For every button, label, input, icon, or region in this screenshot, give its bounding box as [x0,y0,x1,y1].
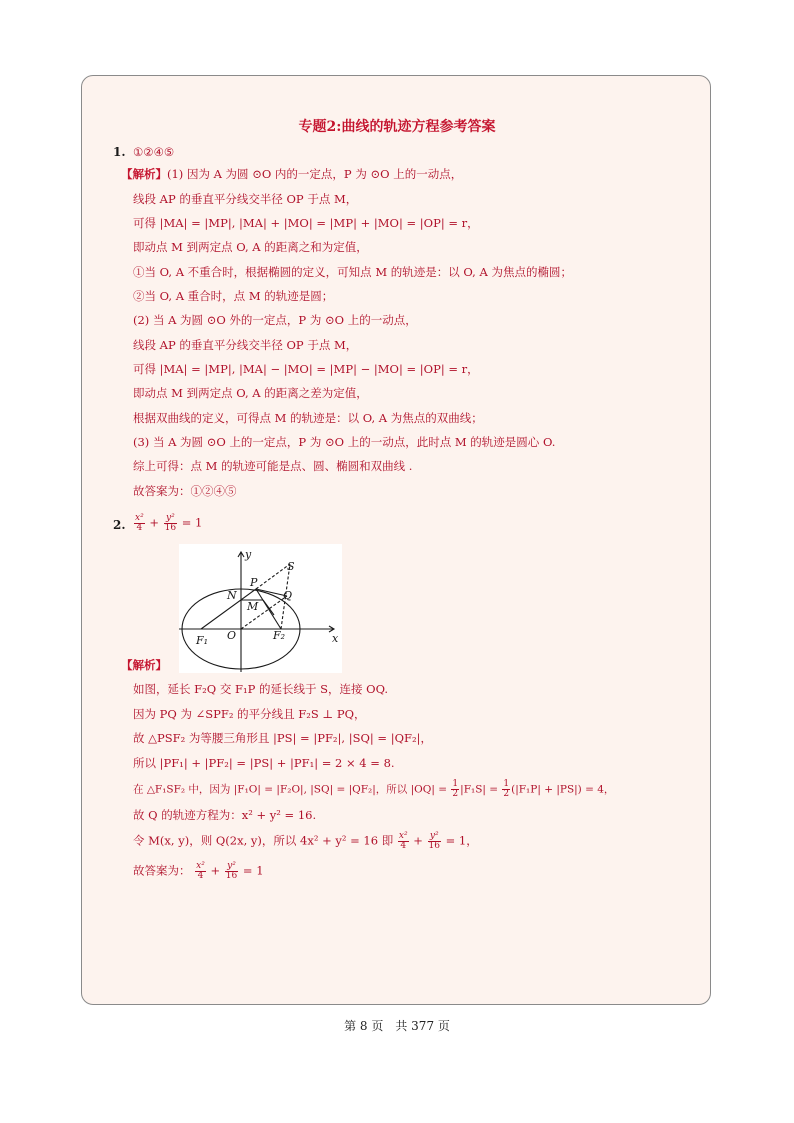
q2-half-frac-2: $\frac{1}{2}$ [503,779,510,799]
q2-line-4: 在 △F₁SF₂ 中，因为 |F₁O| = |F₂O|, |SQ| = |QF₂|，所以 |OQ| = $\frac{1}{2}$ |F₁S| = $\frac{1}{2}$ (|F₁P| + |PS|) = 4， [133,779,615,799]
q1-line-3: 即动点 M 到两定点 O, A 的距离之和为定值， [133,240,368,254]
q1-line-9: 即动点 M 到两定点 O, A 的距离之差为定值， [133,386,368,400]
label-F2: F₂ [273,629,286,642]
q2-line-8: 令 M(x, y)，则 Q(2x, y)，所以 4x² + y² = 16 即 $\frac{\text{x²}}{4}$ + $\frac{\text{y²}}{16}$ = 1， [133,831,478,851]
page-title: 专题2:曲线的轨迹方程参考答案 [298,119,496,135]
label-Q: Q [283,589,293,602]
q1-line-0: 【解析】(1) 因为 A 为圆 ⊙O 内的一定点，P 为 ⊙O 上的一动点， [121,167,463,181]
q2-eq-frac2: $\frac{\text{y²}}{16}$ [428,831,440,851]
q2-answer-frac2: $\frac{\text{y²}}{16}$ [164,513,177,533]
q1-answer: ①②④⑤ [133,145,175,159]
q1-line-10: 根据双曲线的定义，可得点 M 的轨迹是：以 O, A 为焦点的双曲线； [133,411,483,425]
label-y: y [245,548,252,561]
q1-analysis-tag: 【解析】 [121,167,167,181]
q2-line-9: 故答案为： $\frac{\text{x²}}{4}$ + $\frac{\text{y²}}{16}$ = 1 [133,861,264,881]
q2-number: 2. [113,518,126,532]
q2-answer-frac1: $\frac{\text{x²}}{4}$ [135,513,144,533]
q2-eq-frac1: $\frac{\text{x²}}{4}$ [398,831,408,851]
q1-line-1: 线段 AP 的垂直平分线交半径 OP 于点 M， [133,192,358,206]
q2-final-frac1: $\frac{\text{x²}}{4}$ [196,861,205,881]
q1-line-5: ②当 O, A 重合时，点 M 的轨迹是圆； [133,289,334,303]
segment-M-F2 [263,600,274,615]
q1-line-4: ①当 O, A 不重合时，根据椭圆的定义，可知点 M 的轨迹是：以 O, A 为焦点的椭圆； [133,265,572,279]
q2-analysis-tag: 【解析】 [121,658,167,672]
q2-answer: $\frac{\text{x²}}{4}$ + $\frac{\text{y²}}{16}$ = 1 [135,513,203,533]
q2-final-frac2: $\frac{\text{y²}}{16}$ [225,861,238,881]
q1-line-2: 可得 |MA| = |MP|, |MA| + |MO| = |MP| + |MO| = |OP| = r， [133,216,479,230]
q1-line-6: (2) 当 A 为圆 ⊙O 外的一定点，P 为 ⊙O 上的一动点， [133,313,417,327]
q1-line-13: 故答案为：①②④⑤ [133,484,237,498]
q2-line-3: 所以 |PF₁| + |PF₂| = |PS| + |PF₁| = 2 × 4 = 8. [133,756,395,770]
label-S: S [287,560,295,573]
q1-line-12: 综上可得：点 M 的轨迹可能是点、圆、椭圆和双曲线 . [133,459,413,473]
segment-PS [256,564,290,589]
q1-line-11: (3) 当 A 为圆 ⊙O 上的一定点，P 为 ⊙O 上的一动点，此时点 M 的轨迹是圆心 O. [133,435,556,449]
q2-line-1: 因为 PQ 为 ∠SPF₂ 的平分线且 F₂S ⊥ PQ， [133,707,366,721]
q2-half-frac-1: $\frac{1}{2}$ [452,779,459,799]
q2-line-7: 故 Q 的轨迹方程为：x² + y² = 16. [133,808,317,822]
ellipse-figure [179,544,342,673]
label-N: N [227,589,237,602]
q1-line-7: 线段 AP 的垂直平分线交半径 OP 于点 M， [133,338,358,352]
q1-number: 1. [113,145,126,159]
q2-line-0: 如图，延长 F₂Q 交 F₁P 的延长线于 S，连接 OQ. [133,682,389,696]
label-M: M [247,600,259,613]
q1-line-8: 可得 |MA| = |MP|, |MA| − |MO| = |MP| − |MO| = |OP| = r， [133,362,479,376]
label-F1: F₁ [196,634,209,647]
label-x: x [332,632,339,645]
ellipse-diagram [179,544,342,673]
label-P: P [250,576,258,589]
page-footer: 第 8 页 共 377 页 [344,1019,450,1033]
segment-PF2 [256,589,281,629]
q2-line-2: 故 △PSF₂ 为等腰三角形且 |PS| = |PF₂|, |SQ| = |QF₂|， [133,731,432,745]
label-O: O [227,629,237,642]
